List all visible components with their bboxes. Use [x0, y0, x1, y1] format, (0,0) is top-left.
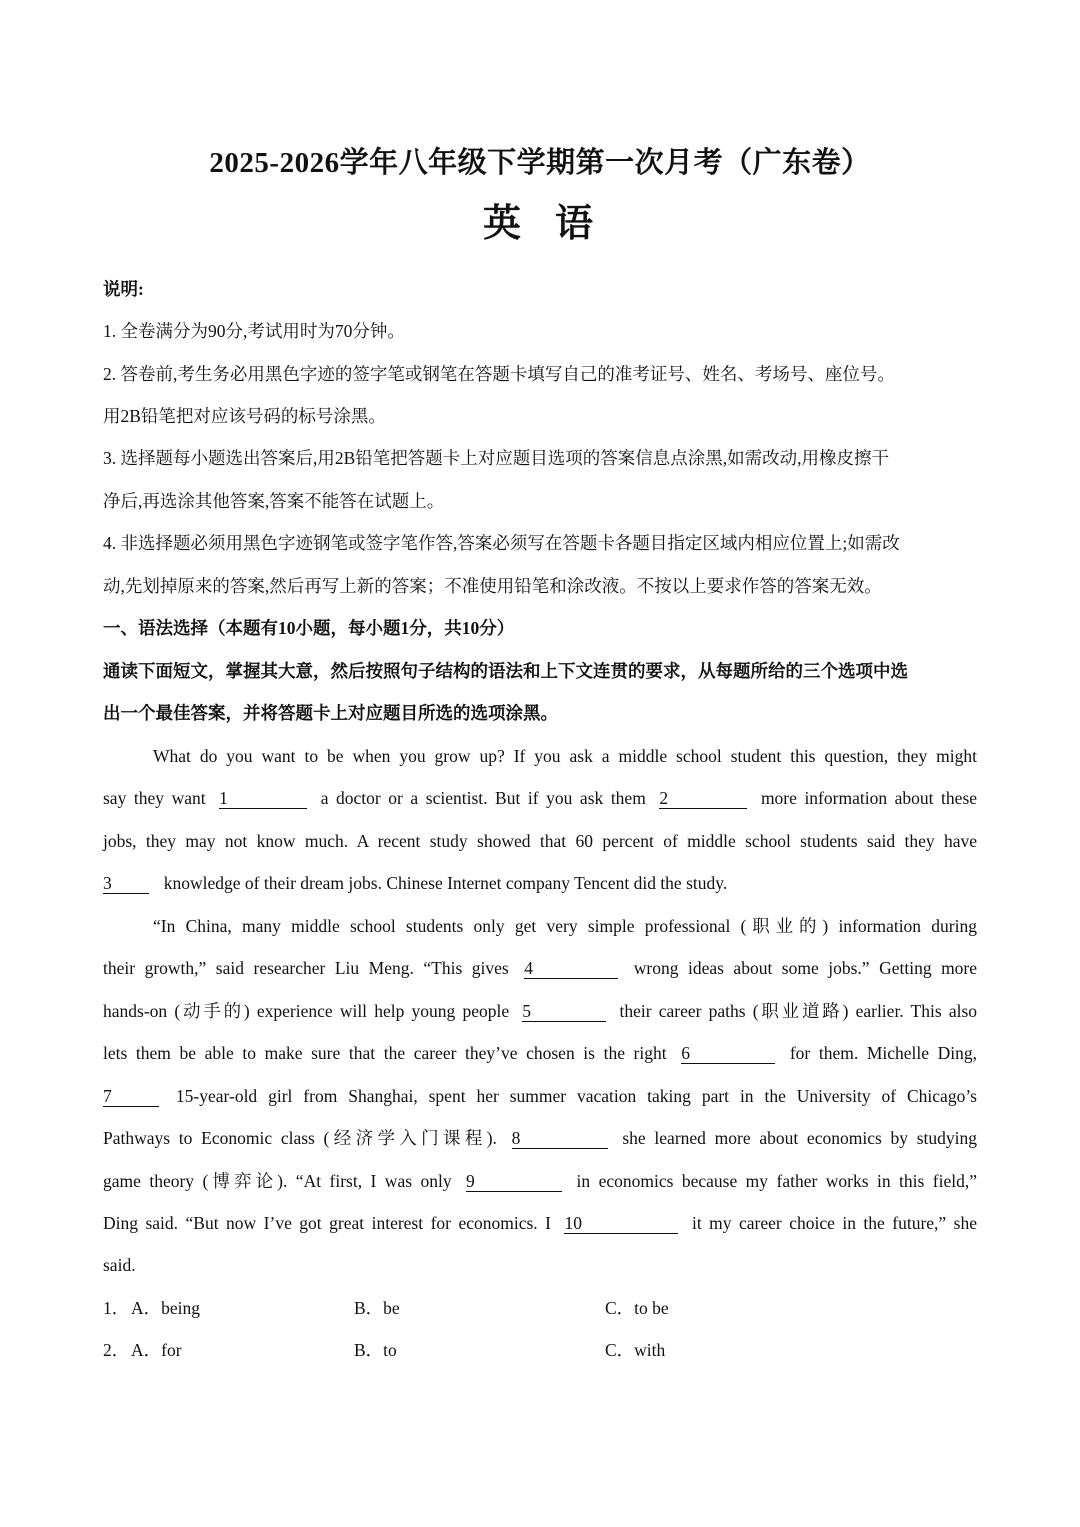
- section-instruction-line-2: 出一个最佳答案，并将答题卡上对应题目所选的选项涂黑。: [103, 703, 558, 723]
- passage-line-2: say they want 1 a doctor or a scientist. But if you ask them 2 more information about these: [103, 788, 978, 808]
- passage-line-11: game theory (博弈论). “At first, I was only 9 in economics because my father works in this field,”: [103, 1171, 977, 1191]
- blank-1: 1: [219, 789, 307, 809]
- question-2-option-c[interactable]: C．with: [605, 1340, 666, 1360]
- note-item-2-line-1: 2. 答卷前,考生务必用黑色字迹的签字笔或钢笔在答题卡填写自己的准考证号、姓名、考场号、座位号。: [103, 364, 895, 384]
- passage-line-4: 3 knowledge of their dream jobs. Chinese Internet company Tencent did the study.: [103, 873, 728, 893]
- blank-9: 9: [466, 1172, 562, 1192]
- notes-heading: 说明:: [103, 279, 144, 299]
- passage-line-3: jobs, they may not know much. A recent study showed that 60 percent of middle school students said they have: [103, 831, 977, 851]
- note-item-3-line-2: 净后,再选涂其他答案,答案不能答在试题上。: [103, 491, 445, 511]
- blank-7: 7: [103, 1087, 159, 1107]
- note-item-2-line-2: 用2B铅笔把对应该号码的标号涂黑。: [103, 406, 386, 426]
- question-1-number: 1．: [103, 1298, 130, 1318]
- question-2-option-a[interactable]: A．for: [131, 1340, 182, 1360]
- blank-3: 3: [103, 874, 149, 894]
- passage-line-10: Pathways to Economic class (经济学入门课程). 8 she learned more about economics by studying: [103, 1128, 978, 1148]
- exam-subject: 英语: [482, 203, 627, 245]
- section-heading: 一、语法选择（本题有10小题，每小题1分，共10分）: [103, 618, 515, 638]
- passage-line-1: What do you want to be when you grow up? If you ask a middle school student this question, they might: [153, 746, 977, 766]
- blank-6: 6: [681, 1044, 775, 1064]
- passage-line-9: 7 15-year-old girl from Shanghai, spent her summer vacation taking part in the University of Chicago’s: [103, 1086, 977, 1106]
- blank-4: 4: [524, 959, 618, 979]
- blank-8: 8: [512, 1129, 608, 1149]
- question-2-option-b[interactable]: B．to: [354, 1340, 397, 1360]
- question-1-option-a[interactable]: A．being: [131, 1298, 201, 1318]
- note-item-1: 1. 全卷满分为90分,考试用时为70分钟。: [103, 321, 405, 341]
- passage-line-7: hands-on (动手的) experience will help young people 5 their career paths (职业道路) earlier. This also: [103, 1001, 978, 1021]
- passage-line-6: their growth,” said researcher Liu Meng. “This gives 4 wrong ideas about some jobs.” Getting more: [103, 958, 978, 978]
- question-1-option-c[interactable]: C．to be: [605, 1298, 669, 1318]
- passage-line-5: “In China, many middle school students only get very simple professional (职业的) information during: [153, 916, 977, 936]
- blank-10: 10: [564, 1214, 678, 1234]
- exam-title: 2025-2026学年八年级下学期第一次月考（广东卷）: [209, 147, 871, 179]
- note-item-3-line-1: 3. 选择题每小题选出答案后,用2B铅笔把答题卡上对应题目选项的答案信息点涂黑,如需改动,用橡皮擦干: [103, 448, 890, 468]
- passage-line-8: lets them be able to make sure that the career they’ve chosen is the right 6 for them. Michelle Ding,: [103, 1043, 978, 1063]
- question-2-number: 2．: [103, 1340, 130, 1360]
- blank-5: 5: [522, 1002, 606, 1022]
- passage-line-12: Ding said. “But now I’ve got great interest for economics. I 10 it my career choice in the future,” she: [103, 1213, 978, 1233]
- passage-line-13: said.: [103, 1255, 136, 1275]
- blank-2: 2: [659, 789, 747, 809]
- note-item-4-line-1: 4. 非选择题必须用黑色字迹钢笔或签字笔作答,答案必须写在答题卡各题目指定区域内相应位置上;如需改: [103, 533, 900, 553]
- section-instruction-line-1: 通读下面短文，掌握其大意，然后按照句子结构的语法和上下文连贯的要求，从每题所给的三个选项中选: [103, 661, 908, 681]
- question-1-option-b[interactable]: B．be: [354, 1298, 400, 1318]
- note-item-4-line-2: 动,先划掉原来的答案,然后再写上新的答案；不准使用铅笔和涂改液。不按以上要求作答的答案无效。: [103, 576, 882, 596]
